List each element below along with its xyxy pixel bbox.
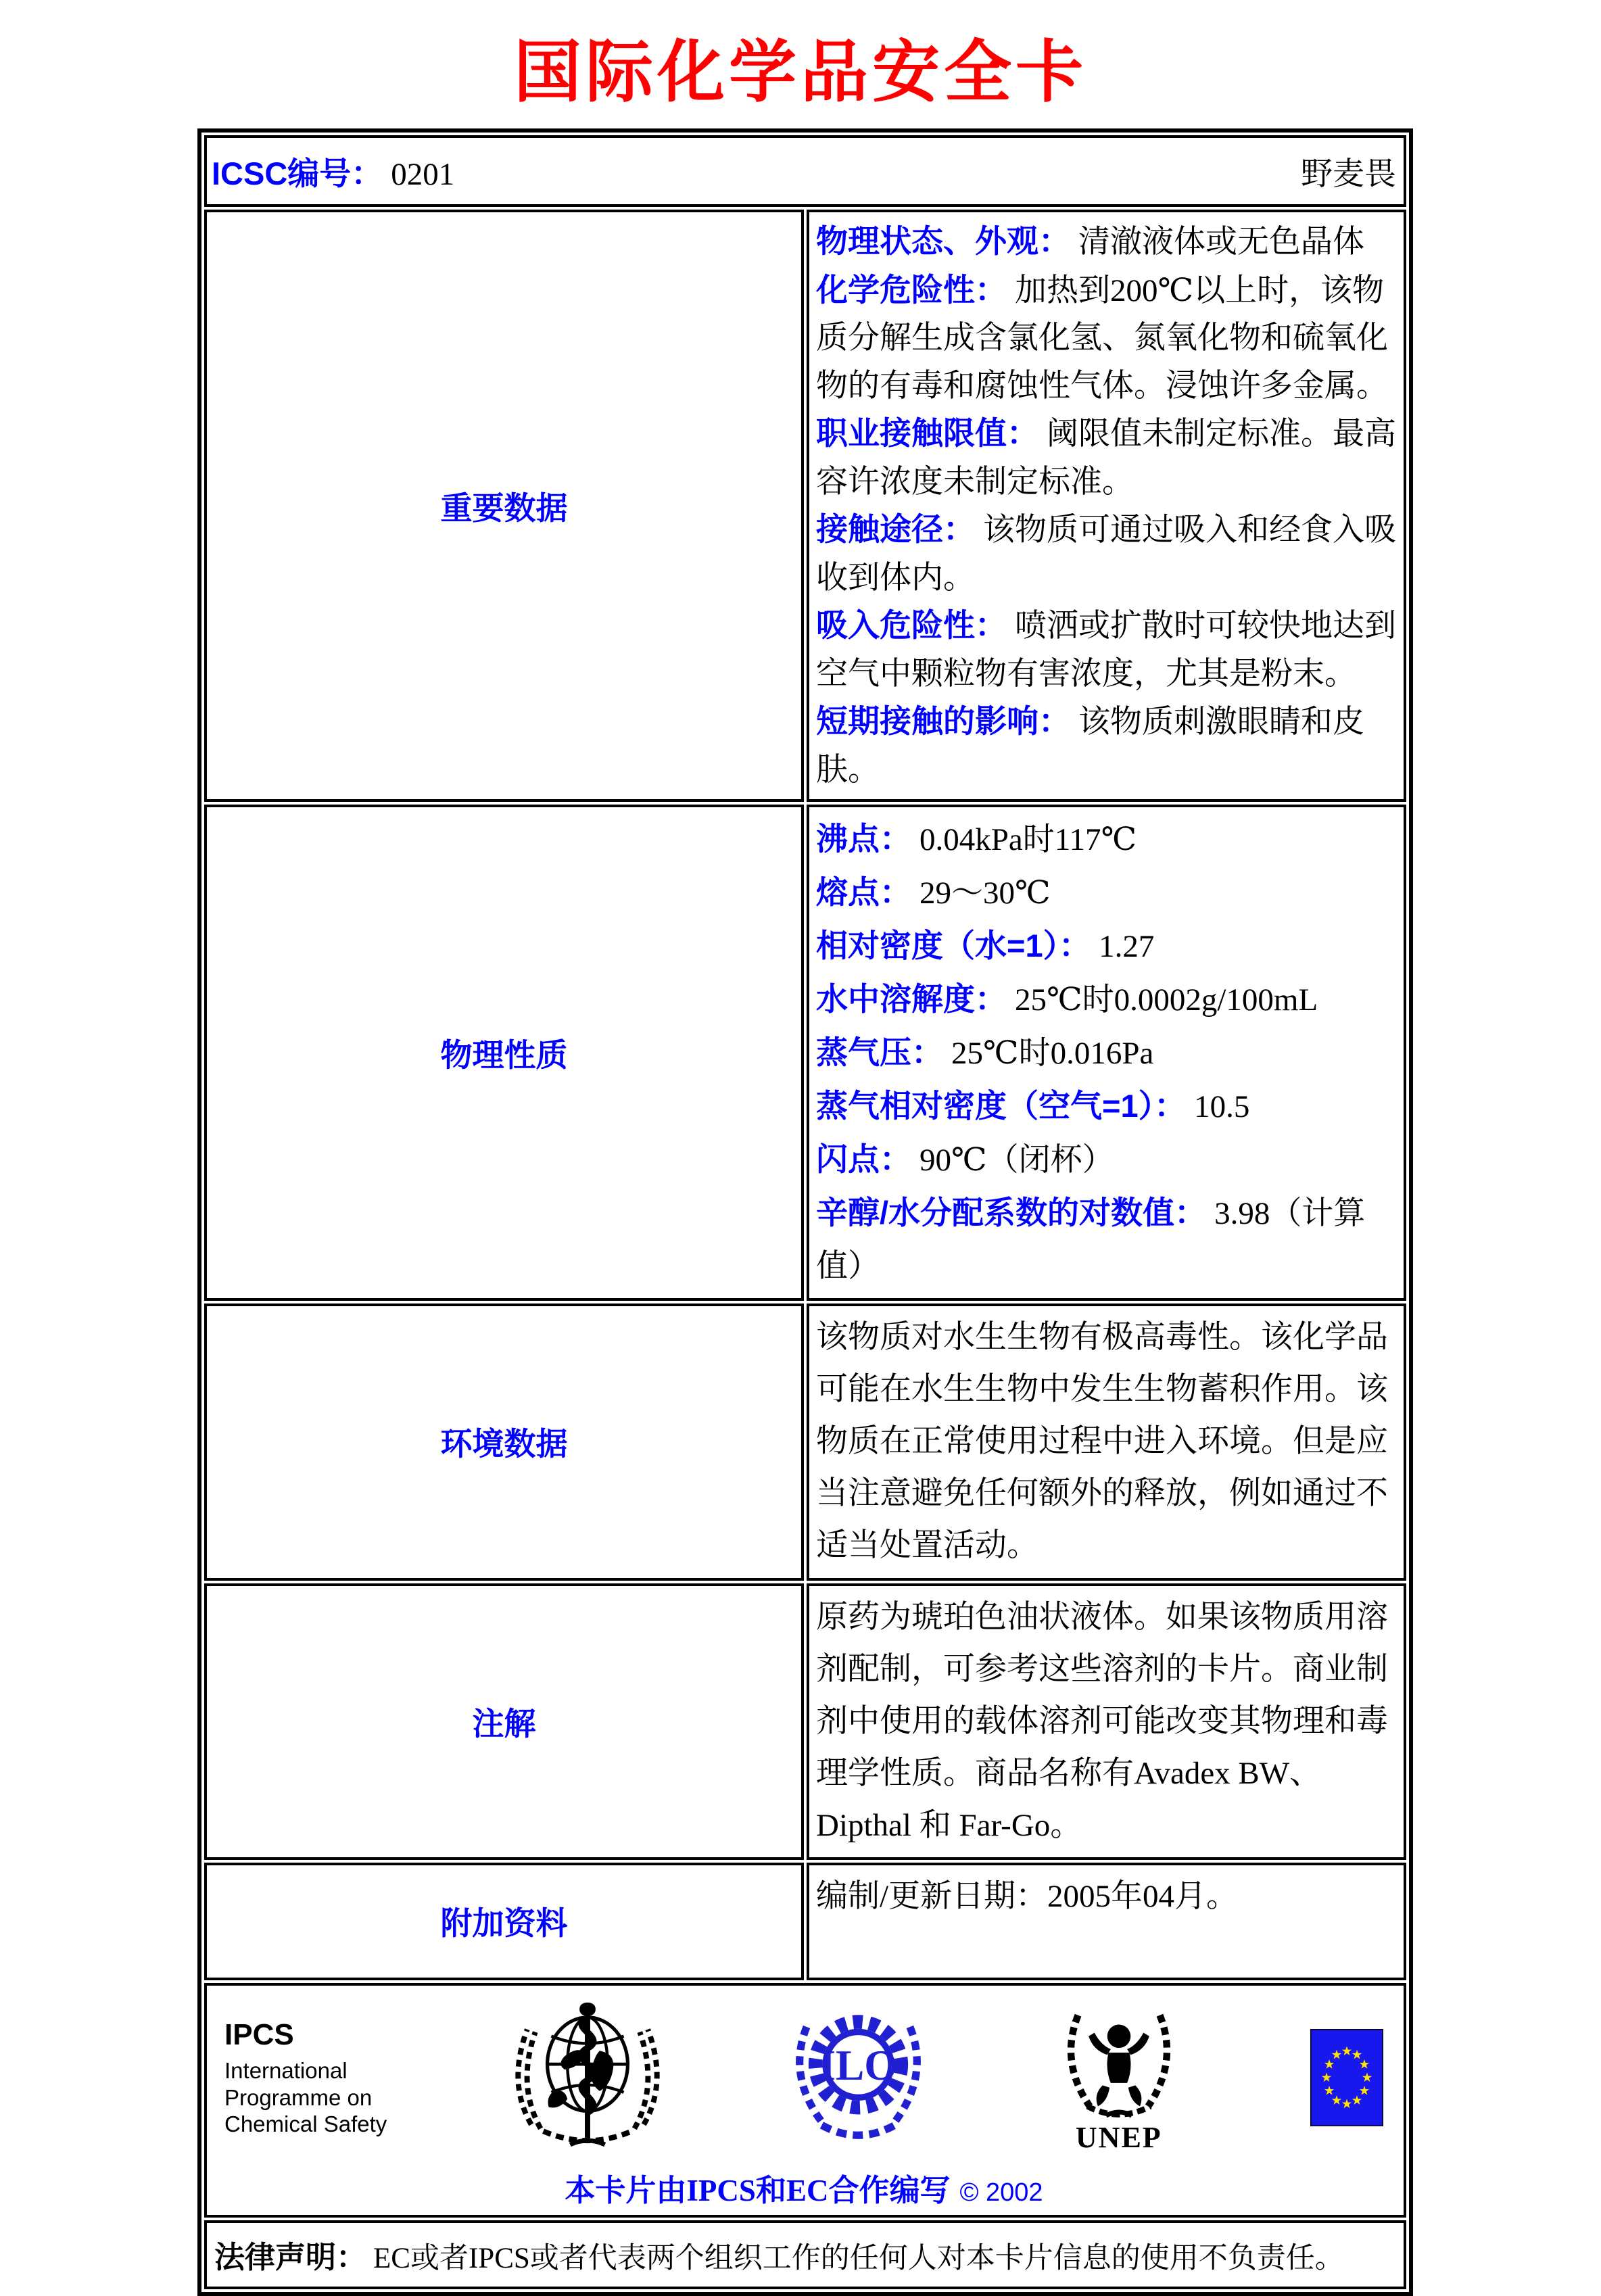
ilo-logo-icon — [789, 2001, 928, 2153]
ipcs-line: International — [224, 2057, 348, 2083]
property-value: 该物质可通过吸入和经食入吸收到体内。 — [816, 512, 1396, 596]
property-label: 物理状态、外观： — [816, 223, 1070, 259]
property-row — [816, 698, 1400, 794]
legal-row — [204, 2220, 1406, 2289]
property-row — [816, 1133, 1400, 1187]
icsc-number-group — [212, 149, 454, 194]
property-label: 熔点： — [816, 874, 911, 911]
unep-logo-text: UNEP — [1075, 2120, 1162, 2154]
property-value: 该物质刺激眼睛和皮肤。 — [816, 704, 1364, 788]
section-row-additional-information — [204, 1863, 1406, 1980]
icsc-number-label: ICSC编号： — [212, 155, 383, 191]
section-content-physical-properties — [807, 805, 1406, 1301]
logos-row — [204, 1983, 1406, 2218]
property-label: 接触途径： — [816, 511, 975, 547]
section-row-important-data — [204, 210, 1406, 802]
header-row — [204, 135, 1406, 207]
property-value: 29～30℃ — [919, 876, 1051, 911]
icsc-number-value: 0201 — [391, 156, 455, 192]
property-value: 阈限值未制定标准。最高容许浓度未制定标准。 — [816, 416, 1396, 500]
property-value: 1.27 — [1099, 929, 1155, 965]
ipcs-line: Chemical Safety — [224, 2111, 387, 2137]
property-label: 相对密度（水=1）： — [816, 928, 1091, 964]
property-row — [816, 1026, 1400, 1080]
section-content-important-data — [807, 210, 1406, 802]
chemical-name: 野麦畏 — [1301, 156, 1396, 192]
legal-notice-text: EC或者IPCS或者代表两个组织工作的任何人对本卡片信息的使用不负责任。 — [373, 2243, 1344, 2275]
property-value: 清澈液体或无色晶体 — [1078, 224, 1364, 260]
copyright-text: © 2002 — [959, 2178, 1043, 2207]
property-label: 职业接触限值： — [816, 415, 1038, 451]
ipcs-acronym: IPCS — [224, 2018, 294, 2052]
section-row-physical-properties — [204, 805, 1406, 1301]
property-row — [816, 218, 1400, 266]
section-label-important-data: 重要数据 — [204, 210, 804, 802]
property-row — [816, 973, 1400, 1026]
ipcs-text-block — [224, 2017, 387, 2138]
page-title: 国际化学品安全卡 — [514, 35, 1087, 110]
section-content-notes — [807, 1583, 1406, 1860]
icsc-card-page — [0, 18, 1601, 2296]
property-row — [816, 506, 1400, 602]
property-value: 0.04kPa时117℃ — [919, 822, 1137, 857]
property-label: 化学危险性： — [816, 271, 1007, 308]
ipcs-line: Programme on — [224, 2084, 373, 2110]
legal-notice — [208, 2232, 1403, 2276]
icsc-card-table — [197, 128, 1413, 2296]
property-row — [816, 919, 1400, 973]
property-value: 加热到200℃以上时，该物质分解生成含氯化氢、氮氧化物和硫氧化物的有毒和腐蚀性气体。浸蚀许多金属。 — [816, 272, 1388, 404]
who-logo-icon — [514, 1996, 661, 2159]
property-value: 25℃时0.016Pa — [951, 1036, 1154, 1072]
property-value: 25℃时0.0002g/100mL — [1015, 982, 1318, 1018]
property-label: 沸点： — [816, 821, 911, 857]
property-row — [816, 1187, 1400, 1293]
property-label: 吸入危险性： — [816, 607, 1007, 643]
property-value: 3.98（计算值） — [816, 1196, 1366, 1285]
property-label: 闪点： — [816, 1141, 911, 1178]
card-caption — [224, 2166, 1383, 2209]
section-paragraph: 编制/更新日期：2005年04月。 — [816, 1878, 1239, 1914]
eu-flag-icon — [1310, 2028, 1383, 2127]
unep-logo-icon — [1055, 2001, 1183, 2126]
organization-logos — [224, 1996, 1383, 2159]
property-value: 90℃（闭杯） — [919, 1143, 1114, 1178]
section-label-environmental-data: 环境数据 — [204, 1304, 804, 1580]
section-row-notes — [204, 1583, 1406, 1860]
section-content-environmental-data — [807, 1304, 1406, 1580]
section-row-environmental-data — [204, 1304, 1406, 1580]
property-row — [816, 813, 1400, 866]
property-row — [816, 1080, 1400, 1133]
property-value: 10.5 — [1194, 1089, 1250, 1125]
property-value: 喷洒或扩散时可较快地达到空气中颗粒物有害浓度，尤其是粉末。 — [816, 608, 1396, 692]
property-row — [816, 266, 1400, 410]
property-row — [816, 866, 1400, 919]
ilo-logo-text: ILO — [819, 2042, 898, 2090]
section-label-physical-properties: 物理性质 — [204, 805, 804, 1301]
property-label: 蒸气压： — [816, 1034, 943, 1071]
section-paragraph: 原药为琥珀色油状液体。如果该物质用溶剂配制，可参考这些溶剂的卡片。商业制剂中使用的载体溶剂可能改变其物理和毒理学性质。商品名称有Avadex BW、 Dipthal 和 Far-Go。 — [816, 1599, 1388, 1843]
legal-notice-label: 法律声明： — [214, 2240, 367, 2275]
property-label: 辛醇/水分配系数的对数值： — [816, 1195, 1207, 1231]
property-label: 蒸气相对密度（空气=1）： — [816, 1088, 1187, 1124]
property-label: 短期接触的影响： — [816, 703, 1070, 739]
property-label: 水中溶解度： — [816, 981, 1007, 1018]
property-row — [816, 602, 1400, 698]
card-header — [208, 139, 1403, 204]
section-paragraph: 该物质对水生生物有极高毒性。该化学品可能在水生生物中发生生物蓄积作用。该物质在正常使用过程中进入环境。但是应当注意避免任何额外的释放，例如通过不适当处置活动。 — [816, 1320, 1388, 1564]
property-row — [816, 410, 1400, 506]
unep-logo-block — [1055, 2001, 1183, 2155]
section-label-notes: 注解 — [204, 1583, 804, 1860]
caption-text: 本卡片由IPCS和EC合作编写 — [565, 2173, 951, 2207]
section-label-additional-information: 附加资料 — [204, 1863, 804, 1980]
section-content-additional-information — [807, 1863, 1406, 1980]
